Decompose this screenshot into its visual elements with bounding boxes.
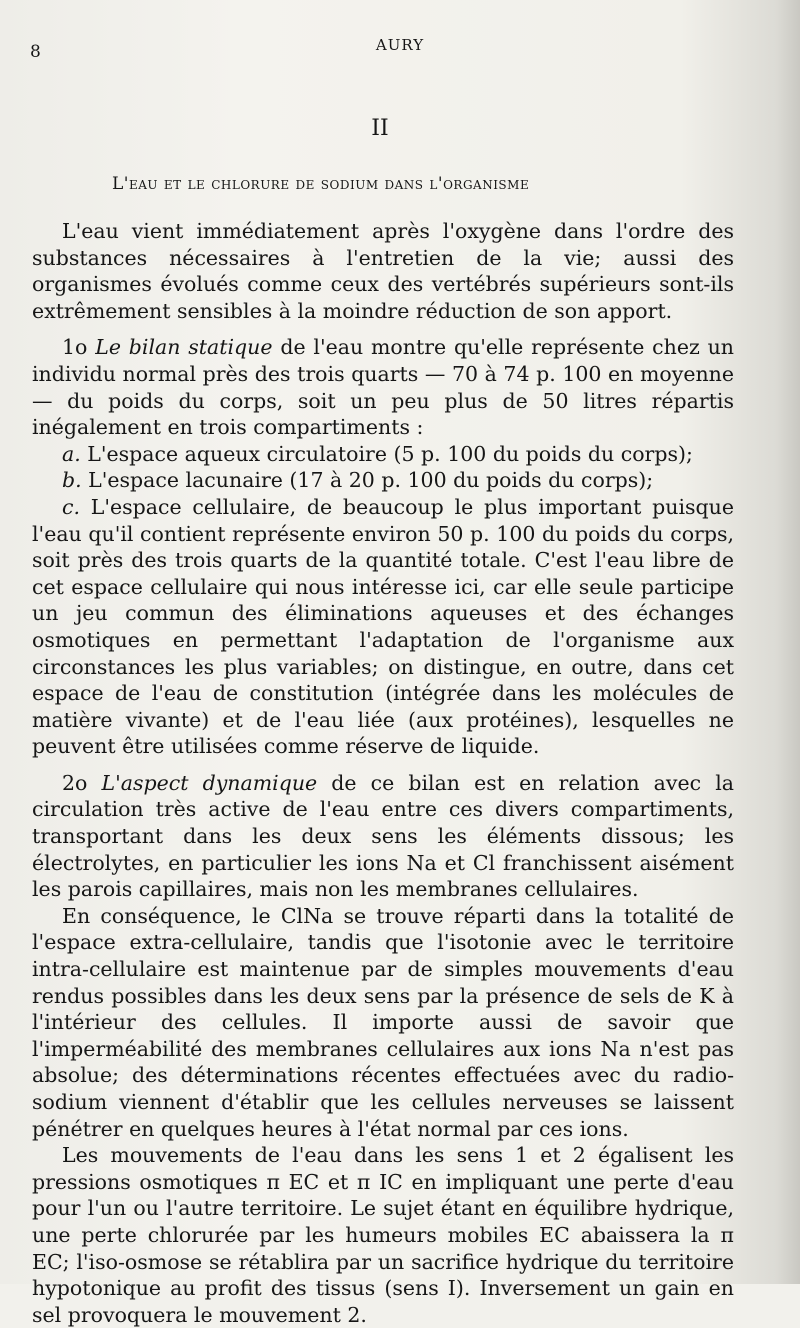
paragraph-dynamic-aspect [32,770,734,903]
list-item-a-letter: a. [62,441,81,466]
section-number: II [371,116,389,141]
paragraph-dynamic-aspect-text: de ce bilan est en relation avec la circulation très active de l'eau entre ces divers compartiments, transportant dans les deux sens les éléments dissous; les électrolytes, en particulier les ions Na et Cl franchissent aisément les parois capillaires, mais non les membranes cellulaires. [32,770,734,902]
paragraph-consequence: En conséquence, le ClNa se trouve réparti dans la totalité de l'espace extra-cellulaire, tandis que l'isotonie avec le territoire intra-cellulaire est maintenue par de simples mouvements d'eau rendus possibles dans les deux sens par la présence de sels de K à l'intérieur des cellules. Il importe aussi de savoir que l'imperméabilité des membranes cellulaires aux ions Na n'est pas absolue; des déterminations récentes effectuées avec du radio-sodium viennent d'établir que les cellules nerveuses se laissent pénétrer en quelques heures à l'état normal par ces ions. [32,903,734,1141]
list-item-a-text: L'espace aqueux circulatoire (5 p. 100 du poids du corps); [80,441,693,466]
paragraph-static-balance-number: 1o [62,335,96,360]
list-item-b [32,467,734,494]
paragraph-dynamic-aspect-number: 2o [62,770,102,795]
paragraph-static-balance-text: de l'eau montre qu'elle représente chez un individu normal près des trois quarts — 70 à 74 p. 100 en moyenne — du poids du corps, soit un peu plus de 50 litres répartis inégalement en trois compartiments : [32,335,735,440]
list-item-b-text: L'espace lacunaire (17 à 20 p. 100 du poids du corps); [81,468,654,493]
paragraph-static-balance [32,334,734,440]
term-dynamic-aspect: L'aspect dynamique [101,770,318,795]
section-title: L'eau et le chlorure de sodium dans l'organisme [112,174,530,194]
list-item-a [32,441,734,468]
list-item-b-letter: b. [62,468,82,493]
list-item-c [32,494,734,760]
term-static-balance: Le bilan statique [95,335,273,360]
paragraph-osmotic-pressure: Les mouvements de l'eau dans les sens 1 et 2 égalisent les pressions osmotiques π EC et π IC en impliquant une perte d'eau pour l'un ou l'autre territoire. Le sujet étant en équilibre hydrique, une perte chlorurée par les humeurs mobiles EC abaissera la π EC; l'iso-osmose se rétablira par un sacrifice hydrique du territoire hypotonique au profit des tissus (sens I). Inversement un gain en sel provoquera le mouvement 2. [32,1143,734,1327]
page-number: 8 [30,42,41,62]
running-head: AURY [375,36,425,54]
body-text [32,218,734,1328]
list-item-c-text: L'espace cellulaire, de beaucoup le plus important puisque l'eau qu'il contient représente environ 50 p. 100 du poids du corps, soit près des trois quarts de la quantité totale. C'est l'eau libre de cet espace cellulaire qui nous intéresse ici, car elle seule participe un jeu commun des éliminations aqueuses et des échanges osmotiques en permettant l'adaptation de l'organisme aux circonstances les plus variables; on distingue, en outre, dans cet espace de l'eau de constitution (intégrée dans les molécules de matière vivante) et de l'eau liée (aux protéines), lesquelles ne peuvent être utilisées comme réserve de liquide. [32,494,734,759]
paragraph-intro: L'eau vient immédiatement après l'oxygène dans l'ordre des substances nécessaires à l'entretien de la vie; aussi des organismes évolués comme ceux des vertébrés supérieurs sont-ils extrêmement sensibles à la moindre réduction de son apport. [32,219,734,323]
list-item-c-letter: c. [62,494,80,519]
page-header [30,36,770,66]
